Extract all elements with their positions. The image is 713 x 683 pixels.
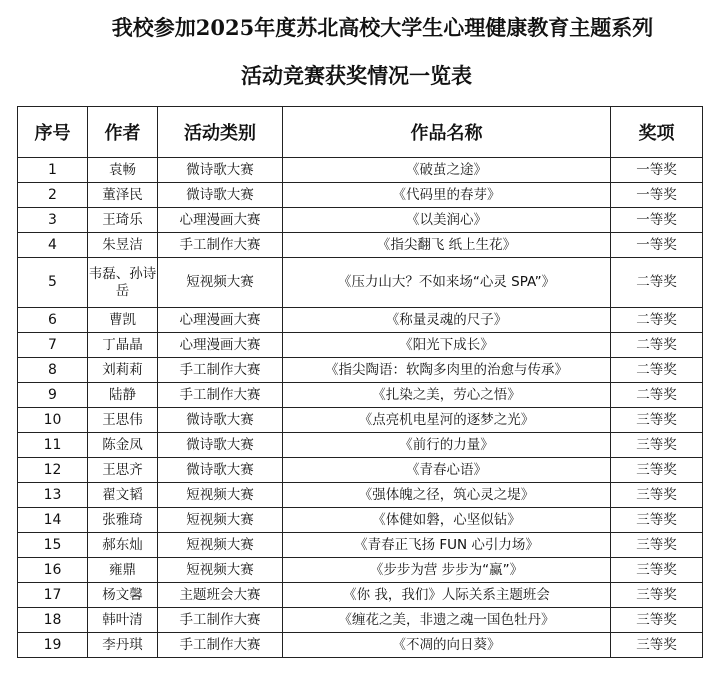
- cell-work: 《青春正飞扬 FUN 心引力场》: [283, 533, 611, 558]
- cell-seq: 4: [18, 233, 88, 258]
- table-row: [18, 533, 703, 558]
- cell-work: 《你 我，我们》人际关系主题班会: [283, 583, 611, 608]
- cell-category: 短视频大赛: [158, 533, 283, 558]
- cell-category: 微诗歌大赛: [158, 158, 283, 183]
- cell-author: 董泽民: [88, 183, 158, 208]
- table-row: [18, 608, 703, 633]
- table-row: [18, 583, 703, 608]
- cell-award: 二等奖: [611, 308, 703, 333]
- cell-author: 丁晶晶: [88, 333, 158, 358]
- cell-work: 《扎染之美，劳心之悟》: [283, 383, 611, 408]
- cell-seq: 3: [18, 208, 88, 233]
- cell-author: 王思伟: [88, 408, 158, 433]
- cell-award: 一等奖: [611, 208, 703, 233]
- document-title-line2: 活动竞赛获奖情况一览表: [241, 63, 472, 88]
- cell-category: 手工制作大赛: [158, 383, 283, 408]
- cell-seq: 11: [18, 433, 88, 458]
- cell-category: 手工制作大赛: [158, 633, 283, 658]
- cell-category: 手工制作大赛: [158, 358, 283, 383]
- table-row: [18, 383, 703, 408]
- cell-author: 李丹琪: [88, 633, 158, 658]
- cell-category: 主题班会大赛: [158, 583, 283, 608]
- cell-work: 《不凋的向日葵》: [283, 633, 611, 658]
- cell-category: 短视频大赛: [158, 508, 283, 533]
- cell-work: 《体健如磐，心坚似钻》: [283, 508, 611, 533]
- cell-award: 三等奖: [611, 558, 703, 583]
- cell-seq: 9: [18, 383, 88, 408]
- cell-award: 二等奖: [611, 358, 703, 383]
- cell-award: 三等奖: [611, 508, 703, 533]
- cell-category: 短视频大赛: [158, 258, 283, 308]
- cell-work: 《称量灵魂的尺子》: [283, 308, 611, 333]
- table-row: [18, 633, 703, 658]
- cell-author: 曹凯: [88, 308, 158, 333]
- table-row: [18, 333, 703, 358]
- cell-category: 手工制作大赛: [158, 608, 283, 633]
- cell-seq: 13: [18, 483, 88, 508]
- table-row: [18, 433, 703, 458]
- cell-award: 三等奖: [611, 408, 703, 433]
- cell-author: 杨文馨: [88, 583, 158, 608]
- table-row: [18, 183, 703, 208]
- table-row: [18, 208, 703, 233]
- cell-award: 三等奖: [611, 608, 703, 633]
- cell-author: 郝东灿: [88, 533, 158, 558]
- cell-category: 心理漫画大赛: [158, 308, 283, 333]
- table-row: [18, 258, 703, 308]
- cell-work: 《破茧之途》: [283, 158, 611, 183]
- cell-work: 《前行的力量》: [283, 433, 611, 458]
- cell-work: 《指尖陶语：软陶多肉里的治愈与传承》: [283, 358, 611, 383]
- cell-award: 二等奖: [611, 383, 703, 408]
- cell-category: 微诗歌大赛: [158, 183, 283, 208]
- cell-category: 微诗歌大赛: [158, 408, 283, 433]
- cell-work: 《点亮机电星河的逐梦之光》: [283, 408, 611, 433]
- cell-seq: 7: [18, 333, 88, 358]
- cell-author: 雍鼎: [88, 558, 158, 583]
- cell-award: 二等奖: [611, 258, 703, 308]
- cell-category: 短视频大赛: [158, 558, 283, 583]
- table-row: [18, 233, 703, 258]
- cell-work: 《强体魄之径，筑心灵之堤》: [283, 483, 611, 508]
- cell-category: 心理漫画大赛: [158, 333, 283, 358]
- table-row: [18, 483, 703, 508]
- table-row: [18, 558, 703, 583]
- header-work: 作品名称: [283, 107, 611, 158]
- table-row: [18, 308, 703, 333]
- cell-seq: 16: [18, 558, 88, 583]
- cell-author: 袁畅: [88, 158, 158, 183]
- cell-seq: 17: [18, 583, 88, 608]
- cell-work: 《步步为营 步步为“赢”》: [283, 558, 611, 583]
- table-row: [18, 408, 703, 433]
- cell-author: 陈金凤: [88, 433, 158, 458]
- cell-work: 《压力山大？不如来场“心灵 SPA”》: [283, 258, 611, 308]
- table-row: [18, 508, 703, 533]
- cell-seq: 2: [18, 183, 88, 208]
- cell-author: 张雅琦: [88, 508, 158, 533]
- cell-award: 三等奖: [611, 583, 703, 608]
- cell-seq: 15: [18, 533, 88, 558]
- cell-author: 韩叶清: [88, 608, 158, 633]
- cell-category: 心理漫画大赛: [158, 208, 283, 233]
- cell-category: 手工制作大赛: [158, 233, 283, 258]
- cell-category: 微诗歌大赛: [158, 458, 283, 483]
- header-author: 作者: [88, 107, 158, 158]
- cell-award: 一等奖: [611, 233, 703, 258]
- cell-seq: 19: [18, 633, 88, 658]
- cell-category: 微诗歌大赛: [158, 433, 283, 458]
- cell-award: 三等奖: [611, 458, 703, 483]
- cell-award: 二等奖: [611, 333, 703, 358]
- cell-author: 翟文韬: [88, 483, 158, 508]
- cell-seq: 5: [18, 258, 88, 308]
- table-row: [18, 358, 703, 383]
- cell-award: 三等奖: [611, 633, 703, 658]
- cell-award: 三等奖: [611, 433, 703, 458]
- cell-seq: 8: [18, 358, 88, 383]
- cell-work: 《以美润心》: [283, 208, 611, 233]
- awards-table: [17, 106, 703, 658]
- cell-work: 《代码里的春芽》: [283, 183, 611, 208]
- table-body: [18, 158, 703, 658]
- cell-award: 三等奖: [611, 533, 703, 558]
- table-header-row: [18, 107, 703, 158]
- cell-author: 王琦乐: [88, 208, 158, 233]
- cell-author: 韦磊、孙诗岳: [88, 258, 158, 308]
- cell-award: 三等奖: [611, 483, 703, 508]
- header-seq: 序号: [18, 107, 88, 158]
- table-row: [18, 158, 703, 183]
- cell-author: 刘莉莉: [88, 358, 158, 383]
- cell-seq: 18: [18, 608, 88, 633]
- cell-seq: 12: [18, 458, 88, 483]
- cell-seq: 10: [18, 408, 88, 433]
- cell-author: 陆静: [88, 383, 158, 408]
- header-award: 奖项: [611, 107, 703, 158]
- cell-work: 《缠花之美，非遗之魂一国色牡丹》: [283, 608, 611, 633]
- cell-work: 《阳光下成长》: [283, 333, 611, 358]
- header-category: 活动类别: [158, 107, 283, 158]
- cell-category: 短视频大赛: [158, 483, 283, 508]
- cell-seq: 14: [18, 508, 88, 533]
- cell-award: 一等奖: [611, 183, 703, 208]
- table-row: [18, 458, 703, 483]
- cell-author: 朱昱洁: [88, 233, 158, 258]
- cell-seq: 6: [18, 308, 88, 333]
- cell-work: 《指尖翻飞 纸上生花》: [283, 233, 611, 258]
- cell-award: 一等奖: [611, 158, 703, 183]
- cell-seq: 1: [18, 158, 88, 183]
- cell-work: 《青春心语》: [283, 458, 611, 483]
- document-title-line1: 我校参加2025年度苏北高校大学生心理健康教育主题系列: [111, 15, 654, 40]
- cell-author: 王思齐: [88, 458, 158, 483]
